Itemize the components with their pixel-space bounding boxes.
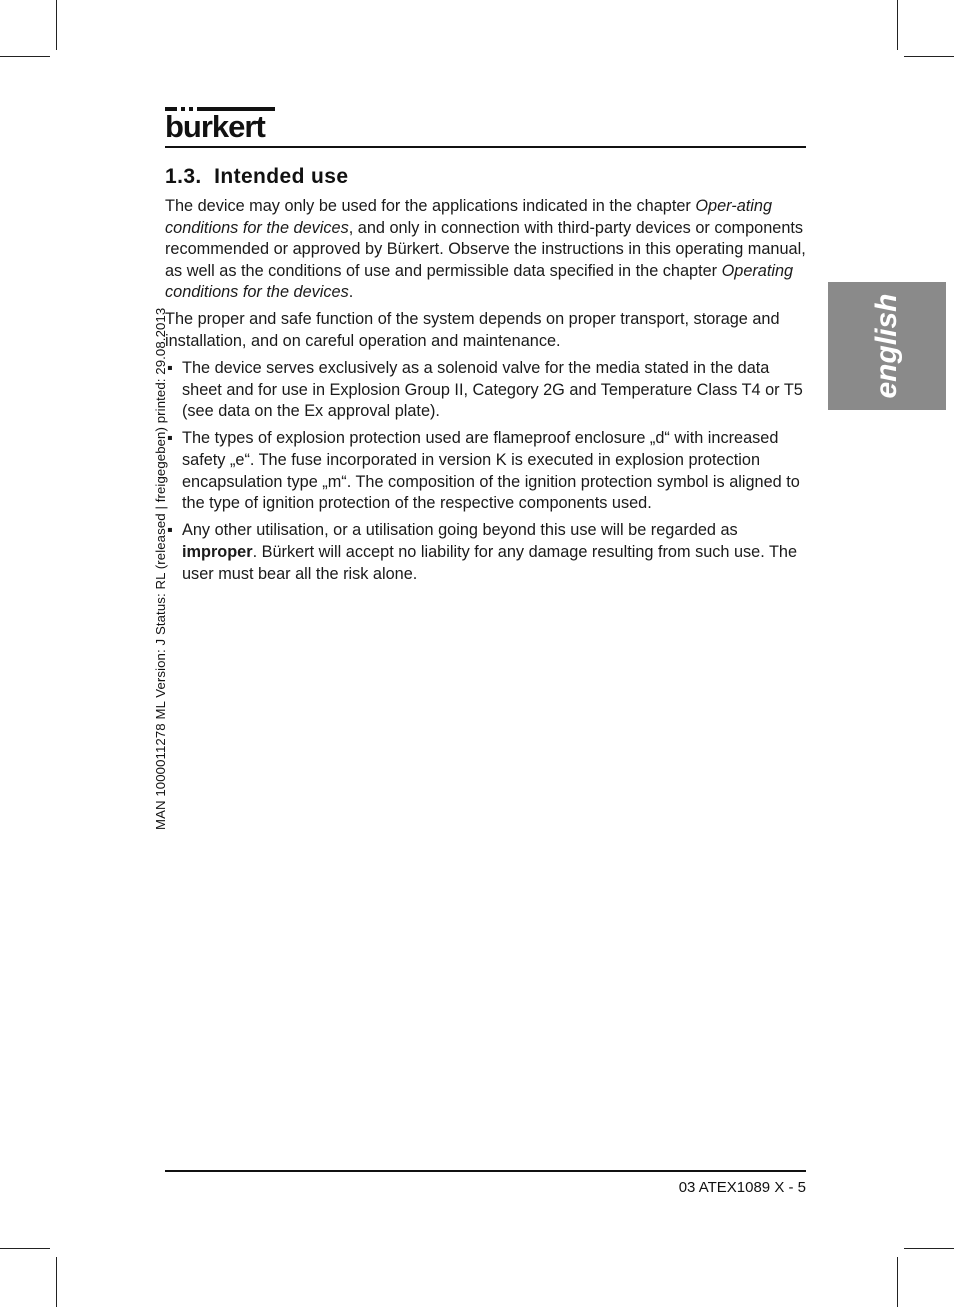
- list-item-text: The types of explosion protection used are flameproof enclosure „d“ with increased safety „e“. The fuse incorporated in version K is executed in explosion protection encapsulation type „m“. The composition of the ignition protection symbol is aligned to the type of ignition protection of the respective components used.: [182, 429, 800, 513]
- footer-rule: [165, 1170, 806, 1172]
- logo-text: burkert: [165, 109, 265, 144]
- paragraph-text: The device may only be used for the applications indicated in the chapter: [165, 197, 696, 215]
- language-tab: [828, 282, 946, 410]
- crop-mark: [0, 1248, 50, 1249]
- document-status-text: MAN 1000011278 ML Version: J Status: RL (released | freigegeben) printed: 29.08.2013: [153, 307, 168, 830]
- crop-mark: [0, 56, 50, 57]
- language-tab-label: english: [870, 293, 903, 399]
- list-item-text: . Bürkert will accept no liability for any damage resulting from such use. The user must bear all the risk alone.: [182, 542, 798, 583]
- chapter-reference: Oper-ating conditions for the devices: [165, 197, 773, 237]
- crop-mark: [897, 1257, 898, 1307]
- list-item-text: Any other utilisation, or a utilisation going beyond this use will be regarded as: [182, 521, 738, 540]
- page-footer: 03 ATEX1089 X - 5: [678, 1179, 806, 1196]
- emphasis-improper: improper: [182, 542, 253, 561]
- crop-mark: [56, 1257, 57, 1307]
- chapter-reference: Operating conditions for the devices: [165, 261, 794, 302]
- list-item-text: The device serves exclusively as a solenoid valve for the media stated in the data sheet and for use in Explosion Group II, Category 2G and Temperature Class T4 or T5 (see data on the Ex approval plate).: [182, 359, 803, 421]
- bullet-icon: ▪: [167, 521, 173, 540]
- crop-mark: [904, 56, 954, 57]
- list-item: [165, 520, 806, 585]
- bullet-list: [165, 358, 806, 585]
- bullet-icon: ▪: [167, 359, 173, 378]
- section-title: Intended use: [214, 165, 349, 188]
- crop-mark: [897, 0, 898, 50]
- list-item: [165, 358, 806, 423]
- body-content: [165, 196, 806, 591]
- crop-mark: [56, 0, 57, 50]
- header-rule: [165, 146, 806, 148]
- paragraph-safety: The proper and safe function of the system depends on proper transport, storage and installation, and on careful operation and maintenance.: [165, 310, 780, 351]
- section-heading: [165, 165, 348, 189]
- burkert-logo: [165, 107, 275, 144]
- paragraph-text: , and only in connection with third-party devices or components recommended or approved by Bürkert. Observe the instructions in this operating manual, as well as the conditions of use and permissible data specified in the chapter: [165, 218, 806, 280]
- paragraph-intro: [165, 196, 806, 304]
- section-number: 1.3.: [165, 165, 202, 188]
- crop-mark: [904, 1248, 954, 1249]
- paragraph-text: .: [348, 283, 354, 302]
- bullet-icon: ▪: [167, 429, 173, 448]
- list-item: [165, 428, 806, 514]
